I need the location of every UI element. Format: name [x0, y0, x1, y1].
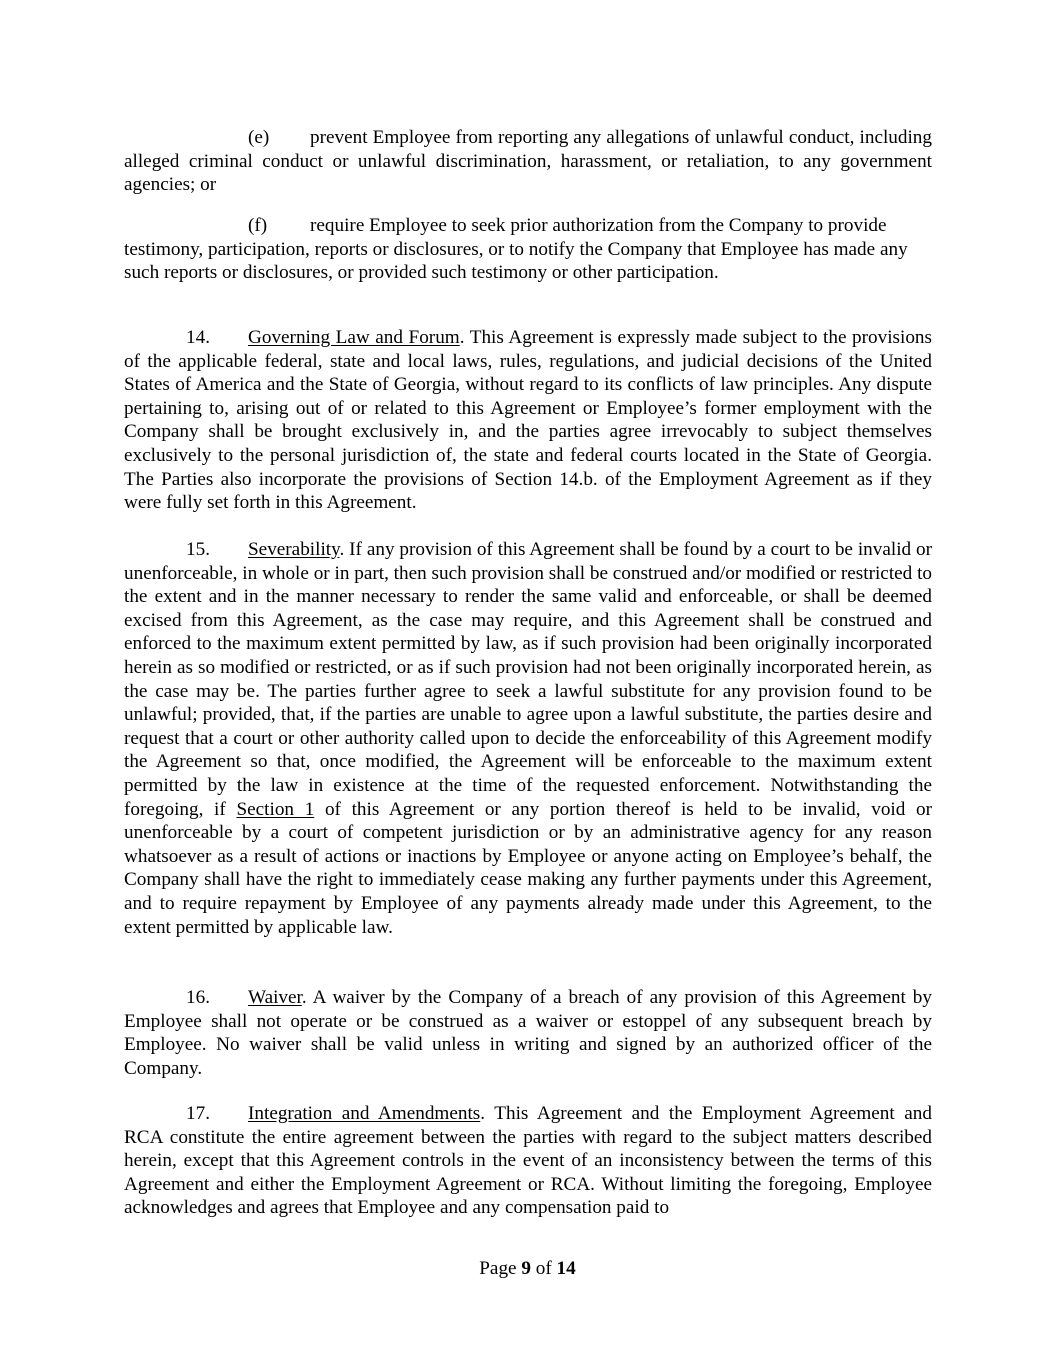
section-16-heading: Waiver	[248, 987, 302, 1008]
section-15-heading: Severability	[248, 539, 340, 560]
current-page-number: 9	[521, 1258, 531, 1279]
section-15-number: 15.	[186, 539, 210, 560]
section-15-text-after: of this Agreement or any portion thereof is held to be invalid, void or unenforceable by a court of competent jurisdiction or by an administrative agency for any reason whatsoever as a result of actions or inactions by Employee or anyone acting on Employee’s behalf, the Company shall have the right to immediately cease making any further payments under this Agreement, and to require repayment by Employee of any payments already made under this Agreement, to the extent permitted by applicable law.	[124, 798, 932, 938]
section-17-text: . This Agreement and the Employment Agreement and RCA constitute the entire agreement between the parties with regard to the subject matters described herein, except that this Agreement controls in the event of an inconsistency between the terms of this Agreement and either the Employment Agreement or RCA. Without limiting the foregoing, Employee acknowledges and agrees that Employee and any compensation paid to	[124, 1103, 932, 1219]
paragraph-f-text: require Employee to seek prior authorization from the Company to provide testimony, participation, reports or disclosures, or to notify the Company that Employee has made any such reports or disclosures, or provided such testimony or other participation.	[124, 215, 908, 284]
section-1-reference: Section 1	[236, 798, 315, 820]
section-17	[124, 1102, 932, 1220]
page-word: Page	[479, 1258, 517, 1279]
paragraph-f	[124, 214, 932, 285]
paragraph-e	[124, 126, 932, 197]
section-14-text: . This Agreement is expressly made subject to the provisions of the applicable federal, state and local laws, rules, regulations, and judicial decisions of the United States of America and the State of Georgia, without regard to its conflicts of law principles. Any dispute pertaining to, arising out of or related to this Agreement or Employee’s former employment with the Company shall be brought exclusively in, and the parties agree irrevocably to subject themselves exclusively to the personal jurisdiction of, the state and federal courts located in the State of Georgia. The Parties also incorporate the provisions of Section 14.b. of the Employment Agreement as if they were fully set forth in this Agreement.	[124, 327, 932, 514]
section-14-heading: Governing Law and Forum	[248, 327, 460, 348]
paragraph-e-label: (e)	[248, 127, 270, 148]
section-16	[124, 986, 932, 1080]
total-pages-number: 14	[556, 1258, 576, 1279]
section-15	[124, 538, 932, 939]
section-16-text: . A waiver by the Company of a breach of any provision of this Agreement by Employee shall not operate or be construed as a waiver or estoppel of any subsequent breach by Employee. No waiver shall be valid unless in writing and signed by an authorized officer of the Company.	[124, 987, 932, 1079]
section-15-text-before: . If any provision of this Agreement shall be found by a court to be invalid or unenforceable, in whole or in part, then such provision shall be construed and/or modified or restricted to the extent and in the manner necessary to render the same valid and enforceable, or shall be deemed excised from this Agreement, as the case may require, and this Agreement shall be construed and enforced to the maximum extent permitted by law, as if such provision had been originally incorporated herein as so modified or restricted, or as if such provision had not been originally incorporated herein, as the case may be. The parties further agree to seek a lawful substitute for any provision found to be unlawful; provided, that, if the parties are unable to agree upon a lawful substitute, the parties desire and request that a court or other authority called upon to decide the enforceability of this Agreement modify the Agreement so that, once modified, the Agreement will be enforceable to the maximum extent permitted by the law in existence at the time of the requested enforcement. Notwithstanding the foregoing, if	[124, 539, 932, 820]
section-17-heading: Integration and Amendments	[248, 1103, 481, 1124]
paragraph-e-text: prevent Employee from reporting any allegations of unlawful conduct, including alleged criminal conduct or unlawful discrimination, harassment, or retaliation, to any government agencies; or	[124, 127, 932, 196]
section-14	[124, 326, 932, 515]
section-14-number: 14.	[186, 327, 210, 348]
page-footer	[0, 1257, 1055, 1281]
paragraph-f-label: (f)	[248, 215, 268, 236]
section-16-number: 16.	[186, 987, 210, 1008]
of-word: of	[535, 1258, 552, 1279]
section-17-number: 17.	[186, 1103, 210, 1124]
